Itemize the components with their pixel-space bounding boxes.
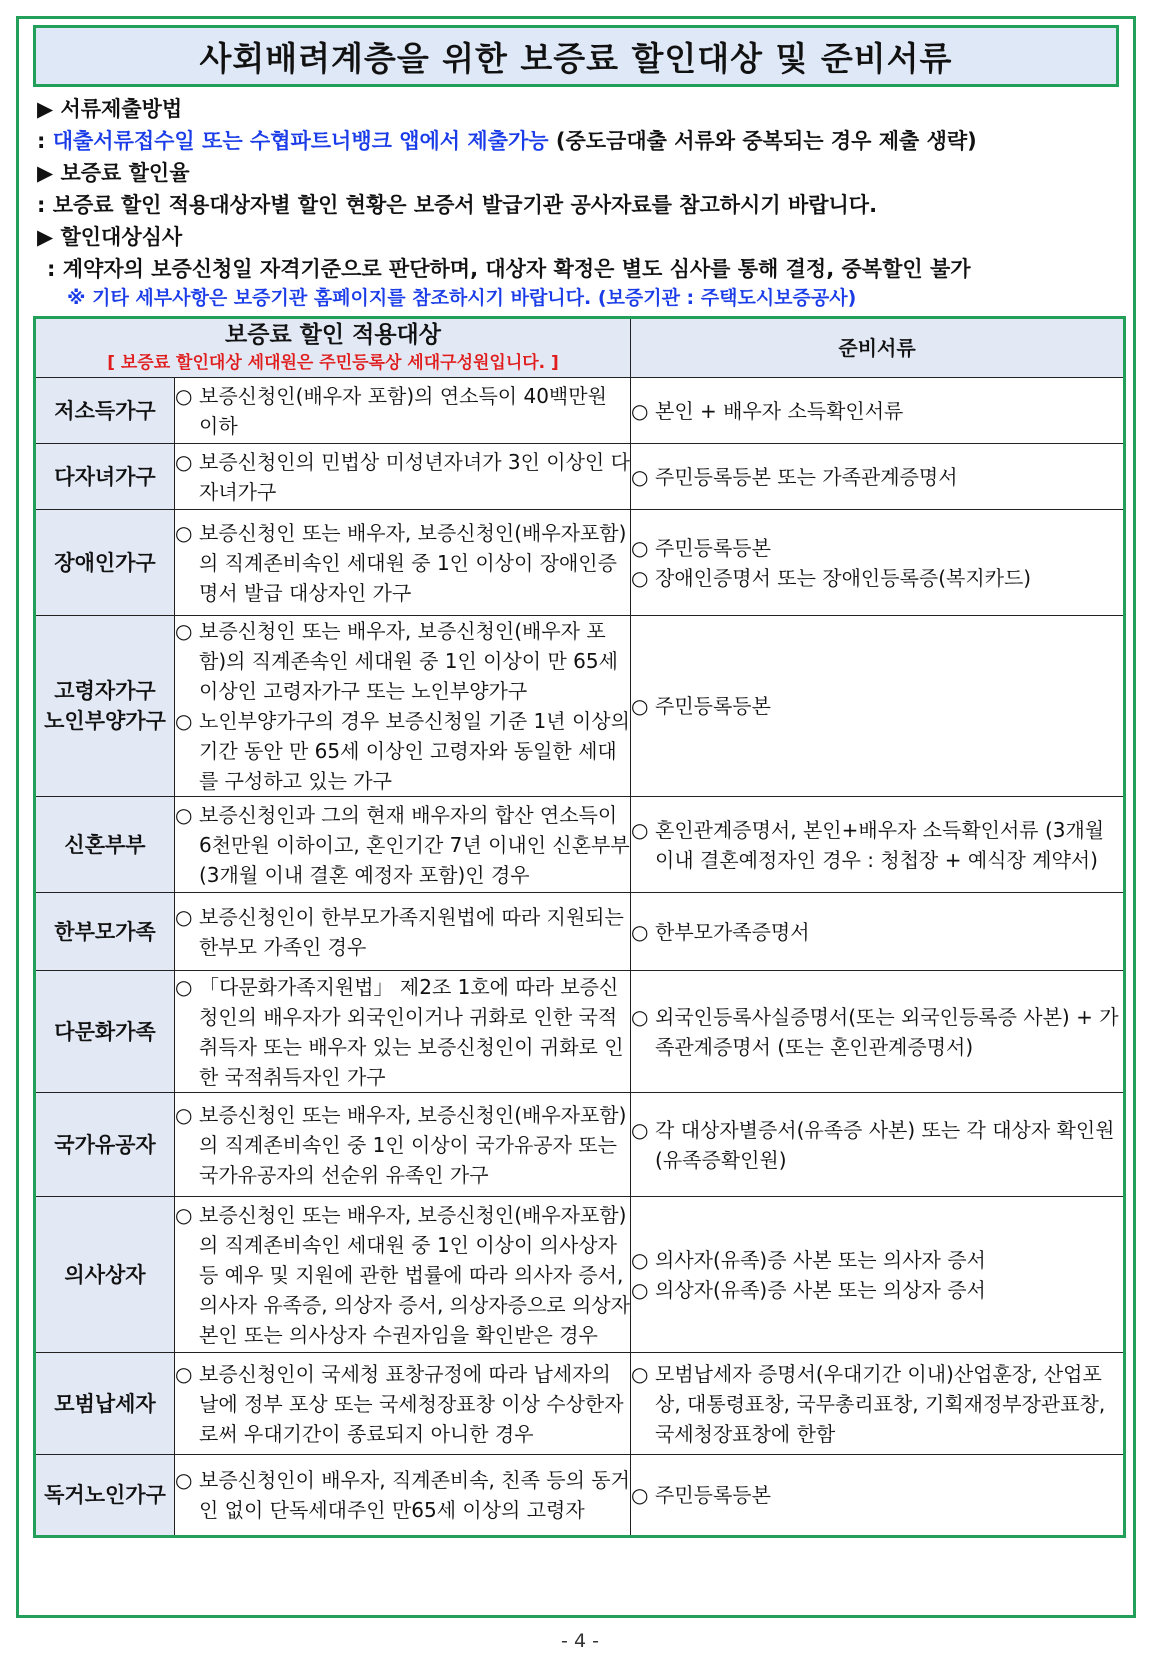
discount-table [33, 316, 1126, 1538]
docs-cell [631, 1353, 1125, 1455]
circle-bullet-icon: ○ [631, 398, 649, 423]
table-row [35, 616, 1125, 797]
doc-item [631, 1115, 1123, 1175]
doc-text: 한부모가족증명서 [655, 919, 810, 944]
page-title: 사회배려계층을 위한 보증료 할인대상 및 준비서류 [33, 25, 1119, 87]
doc-item [631, 1480, 1123, 1510]
doc-text: 각 대상자별증서(유족증 사본) 또는 각 대상자 확인원(유족증확인원) [655, 1117, 1115, 1172]
target-text: 보증신청인 또는 배우자, 보증신청인(배우자포함)의 직계존비속인 중 1인 이상이 국가유공자 또는 국가유공자의 선순위 유족인 가구 [199, 1102, 627, 1187]
circle-bullet-icon: ○ [631, 1483, 649, 1507]
doc-text: 본인 + 배우자 소득확인서류 [655, 398, 904, 423]
circle-bullet-icon: ○ [175, 520, 193, 545]
submit-heading: ▶ 서류제출방법 [37, 97, 183, 121]
docs-cell [631, 971, 1125, 1093]
target-cell [175, 616, 631, 797]
circle-bullet-icon: ○ [175, 1202, 193, 1227]
circle-bullet-icon: ○ [631, 464, 649, 489]
target-text: 보증신청인이 한부모가족지원법에 따라 지원되는 한부모 가족인 경우 [199, 904, 624, 959]
doc-item [631, 1275, 1123, 1305]
category-cell [35, 1353, 175, 1455]
circle-bullet-icon: ○ [175, 802, 193, 827]
target-text: 보증신청인이 국세청 표창규정에 따라 납세자의 날에 정부 포상 또는 국세청장표창 이상 수상한자로써 우대기간이 종료되지 아니한 경우 [199, 1361, 624, 1446]
docs-cell [631, 1197, 1125, 1353]
target-cell [175, 971, 631, 1093]
circle-bullet-icon: ○ [631, 817, 649, 842]
doc-item [631, 815, 1123, 875]
category-cell [35, 378, 175, 444]
doc-text: 모범납세자 증명서(우대기간 이내)산업훈장, 산업포상, 대통령표창, 국무총리표창, 기획재정부장관표창, 국세청장표창에 한함 [655, 1361, 1106, 1446]
table-header-row [35, 318, 1125, 378]
circle-bullet-icon: ○ [175, 1468, 193, 1492]
rate-heading: ▶ 보증료 할인율 [37, 161, 190, 185]
doc-item [631, 563, 1123, 593]
table-row [35, 1455, 1125, 1537]
table-row [35, 1353, 1125, 1455]
target-text: 보증신청인의 민법상 미성년자녀가 3인 이상인 다자녀가구 [199, 449, 630, 504]
doc-item [631, 1359, 1123, 1449]
doc-text: 장애인증명서 또는 장애인등록증(복지카드) [655, 565, 1032, 590]
category-label: 독거노인가구 [44, 1483, 166, 1507]
doc-text: 의사자(유족)증 사본 또는 의사자 증서 [655, 1247, 986, 1272]
category-cell [35, 510, 175, 616]
category-label: 장애인가구 [54, 550, 156, 575]
target-text: 보증신청인(배우자 포함)의 연소득이 40백만원 이하 [199, 383, 607, 438]
table-body [35, 378, 1125, 1537]
doc-text: 외국인등록사실증명서(또는 외국인등록증 사본) + 가족관계증명서 (또는 혼인관계증명서) [655, 1004, 1119, 1059]
target-text: 보증신청인이 배우자, 직계존비속, 친족 등의 동거인 없이 단독세대주인 만65세 이상의 고령자 [199, 1468, 630, 1522]
doc-text: 주민등록등본 [655, 694, 771, 718]
table-row [35, 1093, 1125, 1197]
target-cell [175, 1353, 631, 1455]
target-cell [175, 893, 631, 971]
doc-text: 혼인관계증명서, 본인+배우자 소득확인서류 (3개월 이내 결혼예정자인 경우 : 청첩장 + 예식장 계약서) [655, 817, 1105, 872]
table-row [35, 378, 1125, 444]
submit-prefix: : [37, 129, 46, 153]
page-number: - 4 - [561, 1630, 599, 1652]
circle-bullet-icon: ○ [175, 904, 193, 929]
docs-cell [631, 893, 1125, 971]
submit-method-line [37, 125, 977, 155]
submit-method-tail: (중도금대출 서류와 중복되는 경우 제출 생략) [555, 129, 977, 153]
table-row [35, 510, 1125, 616]
target-cell [175, 1197, 631, 1353]
circle-bullet-icon: ○ [631, 1361, 649, 1386]
docs-cell [631, 378, 1125, 444]
category-label: 다자녀가구 [54, 464, 156, 489]
target-text: 「다문화가족지원법」 제2조 1호에 따라 보증신청인의 배우자가 외국인이거나 귀화로 인한 국적취득자 또는 배우자 있는 보증신청인이 귀화로 인한 국적취득자인 가구 [199, 974, 624, 1089]
circle-bullet-icon: ○ [631, 694, 649, 718]
docs-cell [631, 1455, 1125, 1537]
doc-item [631, 917, 1123, 947]
category-cell [35, 444, 175, 510]
target-text: 보증신청인 또는 배우자, 보증신청인(배우자포함)의 직계존비속인 세대원 중 1인 이상이 의사상자 등 예우 및 지원에 관한 법률에 따라 의사자 증서, 의사자 유족증, 의상자 증서, 의상자증으로 의상자 본인 또는 의사상자 수권자임을 확인받은 경우 [199, 1202, 630, 1347]
rate-text: : 보증료 할인 적용대상자별 할인 현황은 보증서 발급기관 공사자료를 참고하시기 바랍니다. [37, 193, 878, 217]
target-item [175, 447, 630, 507]
circle-bullet-icon: ○ [631, 919, 649, 944]
category-label: 신혼부부 [64, 832, 146, 857]
docs-cell [631, 510, 1125, 616]
doc-text: 주민등록등본 또는 가족관계증명서 [655, 464, 958, 489]
target-text: 노인부양가구의 경우 보증신청일 기준 1년 이상의 기간 동안 만 65세 이상인 고령자와 동일한 세대를 구성하고 있는 가구 [199, 709, 630, 793]
category-label: 저소득가구 [54, 398, 156, 423]
circle-bullet-icon: ○ [175, 974, 193, 999]
circle-bullet-icon: ○ [631, 1277, 649, 1302]
review-heading: ▶ 할인대상심사 [37, 225, 183, 249]
circle-bullet-icon: ○ [631, 1247, 649, 1272]
header-docs: 준비서류 [631, 318, 1125, 378]
target-item [175, 1100, 630, 1190]
doc-item [631, 396, 1123, 426]
target-cell [175, 1093, 631, 1197]
docs-cell [631, 444, 1125, 510]
target-item [175, 381, 630, 441]
target-cell [175, 444, 631, 510]
category-label: 노인부양가구 [44, 709, 166, 733]
target-cell [175, 1455, 631, 1537]
circle-bullet-icon: ○ [631, 565, 649, 590]
doc-item [631, 1002, 1123, 1062]
circle-bullet-icon: ○ [175, 1102, 193, 1127]
target-item [175, 518, 630, 608]
table-row [35, 797, 1125, 893]
doc-text: 주민등록등본 [655, 1483, 771, 1507]
target-cell [175, 510, 631, 616]
target-item [175, 616, 630, 706]
target-item [175, 902, 630, 962]
doc-item [631, 691, 1123, 721]
circle-bullet-icon: ○ [175, 449, 193, 474]
docs-cell [631, 797, 1125, 893]
category-cell [35, 797, 175, 893]
circle-bullet-icon: ○ [631, 1004, 649, 1029]
category-cell [35, 893, 175, 971]
category-label: 국가유공자 [54, 1132, 156, 1157]
doc-item [631, 462, 1123, 492]
category-cell [35, 616, 175, 797]
circle-bullet-icon: ○ [175, 709, 193, 733]
target-cell [175, 378, 631, 444]
submit-method-highlight: 대출서류접수일 또는 수협파트너뱅크 앱에서 제출가능 [52, 129, 549, 153]
doc-item [631, 533, 1123, 563]
table-row [35, 1197, 1125, 1353]
target-item [175, 1465, 630, 1525]
header-note: [ 보증료 할인대상 세대원은 주민등록상 세대구성원입니다. ] [107, 353, 559, 373]
page-frame [16, 16, 1136, 1618]
category-label: 다문화가족 [54, 1019, 156, 1044]
docs-cell [631, 1093, 1125, 1197]
category-cell [35, 1455, 175, 1537]
category-cell [35, 971, 175, 1093]
header-target: 보증료 할인 적용대상 [225, 322, 441, 348]
table-row [35, 444, 1125, 510]
note-text: ※ 기타 세부사항은 보증기관 홈페이지를 참조하시기 바랍니다. (보증기관 : 주택도시보증공사) [67, 287, 857, 309]
circle-bullet-icon: ○ [175, 1361, 193, 1386]
table-row [35, 971, 1125, 1093]
review-text: : 계약자의 보증신청일 자격기준으로 판단하며, 대상자 확정은 별도 심사를 통해 결정, 중복할인 불가 [47, 257, 971, 281]
target-item [175, 1359, 630, 1449]
circle-bullet-icon: ○ [631, 535, 649, 560]
doc-text: 의상자(유족)증 사본 또는 의상자 증서 [655, 1277, 986, 1302]
category-label: 의사상자 [64, 1262, 146, 1287]
circle-bullet-icon: ○ [175, 619, 193, 643]
target-text: 보증신청인 또는 배우자, 보증신청인(배우자포함)의 직계존비속인 세대원 중 1인 이상이 장애인증명서 발급 대상자인 가구 [199, 520, 627, 605]
target-cell [175, 797, 631, 893]
category-label: 한부모가족 [54, 919, 156, 944]
category-cell [35, 1197, 175, 1353]
header-target-cell [35, 318, 631, 378]
target-item [175, 972, 630, 1092]
doc-item [631, 1245, 1123, 1275]
target-text: 보증신청인 또는 배우자, 보증신청인(배우자 포함)의 직계존속인 세대원 중 1인 이상이 만 65세 이상인 고령자가구 또는 노인부양가구 [199, 619, 618, 703]
target-text: 보증신청인과 그의 현재 배우자의 합산 연소득이 6천만원 이하이고, 혼인기간 7년 이내인 신혼부부 (3개월 이내 결혼 예정자 포함)인 경우 [199, 802, 630, 887]
table-row [35, 893, 1125, 971]
target-item [175, 706, 630, 796]
doc-text: 주민등록등본 [655, 535, 771, 560]
target-item [175, 800, 630, 890]
circle-bullet-icon: ○ [175, 383, 193, 408]
category-label: 모범납세자 [54, 1391, 156, 1416]
category-label: 고령자가구 [54, 679, 156, 703]
category-cell [35, 1093, 175, 1197]
circle-bullet-icon: ○ [631, 1117, 649, 1142]
target-item [175, 1200, 630, 1350]
docs-cell [631, 616, 1125, 797]
